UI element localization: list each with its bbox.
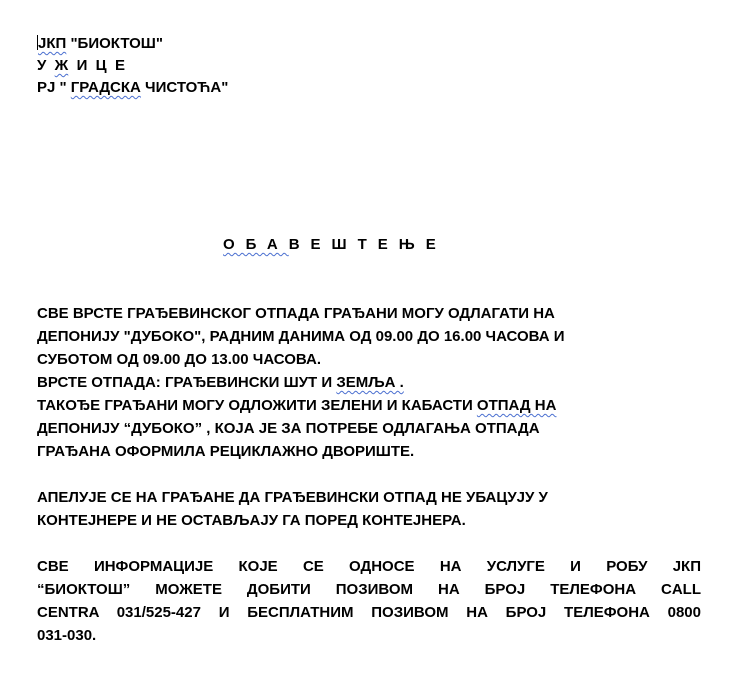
header-city: У Ж И Ц Е bbox=[37, 57, 125, 74]
paragraph-line: КОНТЕЈНЕРЕ И НЕ ОСТАВЉАЈУ ГА ПОРЕД КОНТЕЈНЕРА. bbox=[37, 512, 466, 529]
spellcheck-word: ОБА bbox=[223, 236, 289, 253]
paragraph-hours bbox=[37, 302, 701, 371]
paragraph-line: 031-030. bbox=[37, 627, 97, 644]
paragraph-line: ДЕПОНИЈУ “ДУБОКО” , КОЈА ЈЕ ЗА ПОТРЕБЕ ОДЛАГАЊА ОТПАДА bbox=[37, 420, 540, 437]
paragraph-line: СУБОТОМ ОД 09.00 ДО 13.00 ЧАСОВА. bbox=[37, 351, 321, 368]
paragraph-appeal bbox=[37, 486, 701, 532]
paragraph-line bbox=[37, 371, 701, 394]
header-org-line bbox=[37, 33, 228, 55]
paragraph-contact bbox=[37, 555, 701, 647]
header-city-line bbox=[37, 55, 228, 77]
green-waste-text: ТАКОЂЕ ГРАЂАНИ МОГУ ОДЛОЖИТИ ЗЕЛЕНИ И КАБАСТИ bbox=[37, 397, 477, 414]
paragraph-line bbox=[37, 394, 701, 417]
notice-body bbox=[37, 302, 701, 647]
green-waste-word: ОТПАД НА bbox=[476, 397, 557, 414]
paragraph-line: АПЕЛУЈЕ СЕ НА ГРАЂАНЕ ДА ГРАЂЕВИНСКИ ОТПАД НЕ УБАЦУЈУ У bbox=[37, 489, 548, 506]
paragraph-line: “БИОКТОШ” МОЖЕТЕ ДОБИТИ ПОЗИВОМ НА БРОЈ ТЕЛЕФОНА CALL bbox=[37, 581, 701, 598]
waste-types-text: ВРСТЕ ОТПАДА: ГРАЂЕВИНСКИ ШУТ И bbox=[37, 374, 337, 391]
notice-title: ОБАВЕШТЕЊЕ bbox=[223, 236, 447, 253]
spellcheck-word: ГРАДСКА bbox=[70, 79, 141, 96]
document-header bbox=[37, 33, 228, 99]
paragraph-line: СВЕ ВРСТЕ ГРАЂЕВИНСКОГ ОТПАДА ГРАЂАНИ МОГУ ОДЛАГАТИ НА bbox=[37, 305, 555, 322]
header-org: ЈКП "БИОКТОШ" bbox=[38, 35, 163, 52]
header-unit: РЈ " ГРАДСКА ЧИСТОЋА" bbox=[37, 79, 229, 96]
paragraph-waste-types bbox=[37, 371, 701, 394]
spellcheck-word: ЈКП bbox=[38, 35, 67, 52]
waste-types-word: ЗЕМЉА . bbox=[336, 374, 404, 391]
paragraph-line: ДЕПОНИЈУ "ДУБОКО", РАДНИМ ДАНИМА ОД 09.00 ДО 16.00 ЧАСОВА И bbox=[37, 328, 565, 345]
header-unit-line bbox=[37, 77, 228, 99]
spellcheck-word: Ж bbox=[54, 57, 69, 74]
paragraph-green-waste bbox=[37, 394, 701, 463]
paragraph-line: ГРАЂАНА ОФОРМИЛА РЕЦИКЛАЖНО ДВОРИШТЕ. bbox=[37, 443, 415, 460]
paragraph-line: CENTRA 031/525-427 И БЕСПЛАТНИМ ПОЗИВОМ НА БРОЈ ТЕЛЕФОНА 0800 bbox=[37, 604, 701, 621]
paragraph-line: СВЕ ИНФОРМАЦИЈЕ КОЈЕ СЕ ОДНОСЕ НА УСЛУГЕ И РОБУ ЈКП bbox=[37, 558, 701, 575]
